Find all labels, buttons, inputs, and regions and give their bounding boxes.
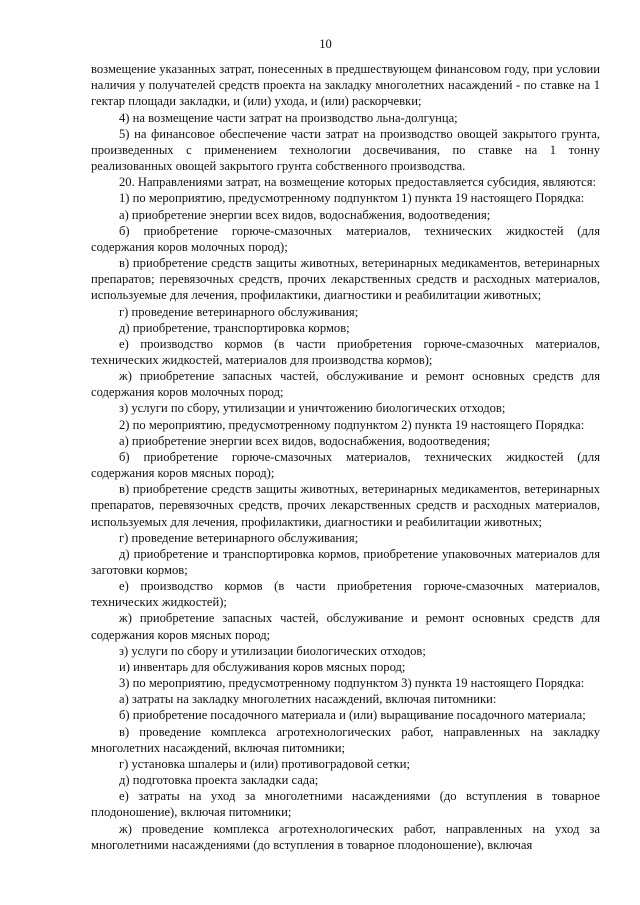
paragraph-p-2-zh: ж) приобретение запасных частей, обслуживание и ремонт основных средств для содержания коров мясных пород; xyxy=(91,611,600,642)
paragraph-p-3-b: б) приобретение посадочного материала и (или) выращивание посадочного материала; xyxy=(119,708,586,723)
document-body xyxy=(91,61,600,853)
paragraph-p-20: 20. Направлениями затрат, на возмещение которых предоставляется субсидия, являются: xyxy=(119,175,596,190)
paragraph-p-3-v: в) проведение комплекса агротехнологических работ, направленных на закладку многолетних насаждений, включая питомники; xyxy=(91,724,600,755)
paragraph-p-3-g: г) установка шпалеры и (или) противоградовой сетки; xyxy=(119,756,410,771)
paragraph-p-2-e: е) производство кормов (в части приобретения горюче-смазочных материалов, технических жидкостей); xyxy=(91,579,600,610)
paragraph-p-1-d: д) приобретение, транспортировка кормов; xyxy=(119,320,350,335)
paragraph-p-1-b: б) приобретение горюче-смазочных материалов, технических жидкостей (для содержания коров молочных пород); xyxy=(91,223,600,254)
paragraph-p-1-head: 1) по мероприятию, предусмотренному подпунктом 1) пункта 19 настоящего Порядка: xyxy=(119,191,585,206)
paragraph-p-cont-1: возмещение указанных затрат, понесенных в предшествующем финансовом году, при условии наличия у получателей средств проекта на закладку многолетних насаждений - по ставке на 1 гектар площади закладки, и (или) ухода, и (или) раскорчевки; xyxy=(91,62,600,109)
paragraph-p-1-e: е) производство кормов (в части приобретения горюче-смазочных материалов, технических жидкостей, материалов для производства кормов); xyxy=(91,336,600,367)
paragraph-p-1-a: а) приобретение энергии всех видов, водоснабжения, водоотведения; xyxy=(119,207,491,222)
paragraph-p-3-d: д) подготовка проекта закладки сада; xyxy=(119,773,319,788)
paragraph-p-3-e: е) затраты на уход за многолетними насаждениями (до вступления в товарное плодоношение), включая питомники; xyxy=(91,789,600,820)
paragraph-p-1-v: в) приобретение средств защиты животных, ветеринарных медикаментов, ветеринарных препаратов; перевязочных средств, прочих лекарственных средств и расходных материалов, используемые для лечения, профилактики, диагностики и реабилитации животных; xyxy=(91,256,600,303)
paragraph-p-2-i: и) инвентарь для обслуживания коров мясных пород; xyxy=(119,659,406,674)
paragraph-p-5: 5) на финансовое обеспечение части затрат на производство овощей закрытого грунта, произведенных с применением технологии досвечивания, по ставке на 1 тонну реализованных овощей закрытого грунта собственного производства. xyxy=(91,126,600,174)
paragraph-p-4: 4) на возмещение части затрат на производство льна-долгунца; xyxy=(119,110,458,125)
paragraph-p-1-g: г) проведение ветеринарного обслуживания; xyxy=(119,304,359,319)
paragraph-p-2-head: 2) по мероприятию, предусмотренному подпунктом 2) пункта 19 настоящего Порядка: xyxy=(119,417,585,432)
paragraph-p-1-z: з) услуги по сбору, утилизации и уничтожению биологических отходов; xyxy=(119,401,506,416)
paragraph-p-3-zh: ж) проведение комплекса агротехнологических работ, направленных на уход за многолетними насаждениями (до вступления в товарное плодоношение), включая xyxy=(91,821,600,852)
paragraph-p-2-z: з) услуги по сбору и утилизации биологических отходов; xyxy=(119,643,426,658)
paragraph-p-3-head: 3) по мероприятию, предусмотренному подпунктом 3) пункта 19 настоящего Порядка: xyxy=(119,676,585,691)
paragraph-p-2-d: д) приобретение и транспортировка кормов, приобретение упаковочных материалов для заготовки кормов; xyxy=(91,546,600,577)
paragraph-p-3-a: а) затраты на закладку многолетних насаждений, включая питомники: xyxy=(119,692,497,707)
paragraph-p-2-g: г) проведение ветеринарного обслуживания; xyxy=(119,530,359,545)
paragraph-p-2-b: б) приобретение горюче-смазочных материалов, технических жидкостей (для содержания коров мясных пород); xyxy=(91,449,600,481)
paragraph-p-1-zh: ж) приобретение запасных частей, обслуживание и ремонт основных средств для содержания коров молочных пород; xyxy=(91,369,600,400)
paragraph-p-2-a: а) приобретение энергии всех видов, водоснабжения, водоотведения; xyxy=(119,433,491,448)
page-number: 10 xyxy=(319,37,332,51)
paragraph-p-2-v: в) приобретение средств защиты животных, ветеринарных медикаментов, ветеринарных препаратов, перевязочных средств, прочих лекарственных средств и расходных материалов, используемых для лечения, профилактики, диагностики и реабилитации животных; xyxy=(91,482,600,529)
